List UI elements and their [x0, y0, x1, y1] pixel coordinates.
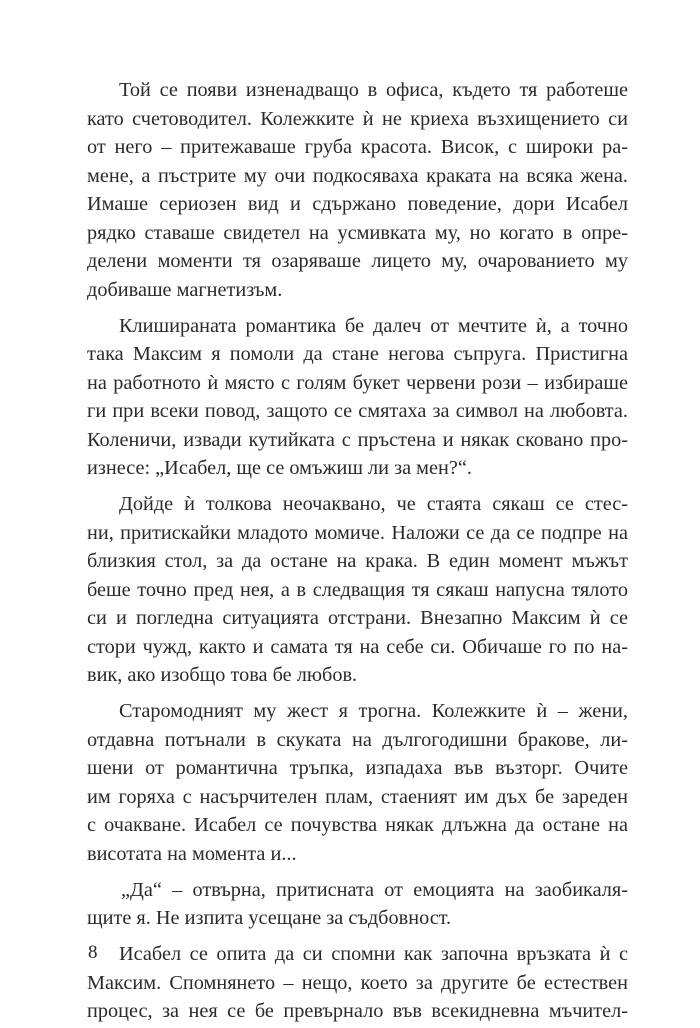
text-line: беше точно пред нея, а в следващия тя сякаш напусна тялото — [87, 578, 628, 601]
text-line: стори чужд, както и самата тя на себе си. Обичаше го по на- — [87, 635, 628, 658]
text-line: Дойде ѝ толкова неочаквано, че стаята сякаш се стес- — [119, 493, 628, 515]
paragraph — [87, 697, 628, 868]
text-line: добиваше магнетизъм. — [87, 278, 283, 301]
text-line: Старомодният му жест я трогна. Колежките ѝ – жени, — [119, 700, 628, 722]
paragraph — [87, 76, 628, 304]
text-line: Той се появи изненадващо в офиса, където тя работеше — [119, 79, 628, 101]
text-line: близкия стол, за да остане на крака. В един момент мъжът — [87, 550, 628, 572]
text-line: рядко ставаше свидетел на усмивката му, но когато в опре- — [87, 221, 628, 244]
text-line: ги при всеки повод, защото се смятаха за символ на любовта. — [87, 400, 628, 422]
body-text — [87, 76, 628, 1026]
text-line: отдавна потънали в скуката на дългогодишни бракове, ли- — [87, 728, 628, 751]
text-line: Исабел се опита да си спомни как започна връзката ѝ с — [119, 943, 628, 965]
text-line: си и погледна ситуацията отстрани. Внезапно Максим ѝ се — [87, 607, 628, 629]
text-line: „Да“ – отвърна, притисната от емоцията на заобикаля- — [121, 878, 628, 901]
paragraph — [87, 876, 628, 933]
text-line: така Максим я помоли да стане негова съпруга. Пристигна — [87, 343, 628, 365]
text-line: щите я. Не изпита усещане за съдбовност. — [87, 907, 452, 929]
paragraph — [87, 490, 628, 690]
text-line: Максим. Спомнянето – нещо, което за другите бе естествен — [87, 971, 628, 994]
text-line: Коленичи, извади кутийката с пръстена и някак сковано про- — [87, 428, 628, 451]
text-line: шени от романтична тръпка, изпадаха във възторг. Очите — [87, 757, 628, 779]
text-line: висотата на момента и... — [87, 842, 297, 865]
text-line: делени моменти тя озаряваше лицето му, очарованието му — [87, 250, 628, 272]
paragraph — [87, 940, 628, 1026]
text-line: мене, а пъстрите му очи подкосяваха краката на всяка жена. — [87, 164, 628, 187]
text-line: им горяха с насърчителен плам, стаеният им дъх бе зареден — [87, 785, 628, 808]
text-line: Имаше сериозен вид и сдържано поведение, дори Исабел — [87, 193, 628, 215]
text-line: изнесе: „Исабел, ще се омъжиш ли за мен?“. — [87, 457, 472, 479]
text-line: Клишираната романтика бе далеч от мечтите ѝ, а точно — [119, 314, 628, 337]
text-line: ни, притискайки младото момиче. Наложи се да се подпре на — [87, 521, 628, 544]
text-line: процес, за нея се бе превърнало във всекидневна мъчител- — [87, 1000, 628, 1022]
text-line: с очакване. Исабел се почувства някак длъжна да остане на — [87, 814, 628, 836]
text-line: вик, ако изобщо това бе любов. — [87, 664, 358, 686]
paragraph — [87, 312, 628, 483]
page-number: 8 — [88, 942, 98, 963]
text-line: на работното ѝ място с голям букет червени рози – избираше — [87, 371, 628, 394]
text-line: от него – притежаваше груба красота. Висок, с широки ра- — [87, 136, 628, 158]
text-line: като счетоводител. Колежките ѝ не криеха възхищението си — [87, 107, 628, 130]
